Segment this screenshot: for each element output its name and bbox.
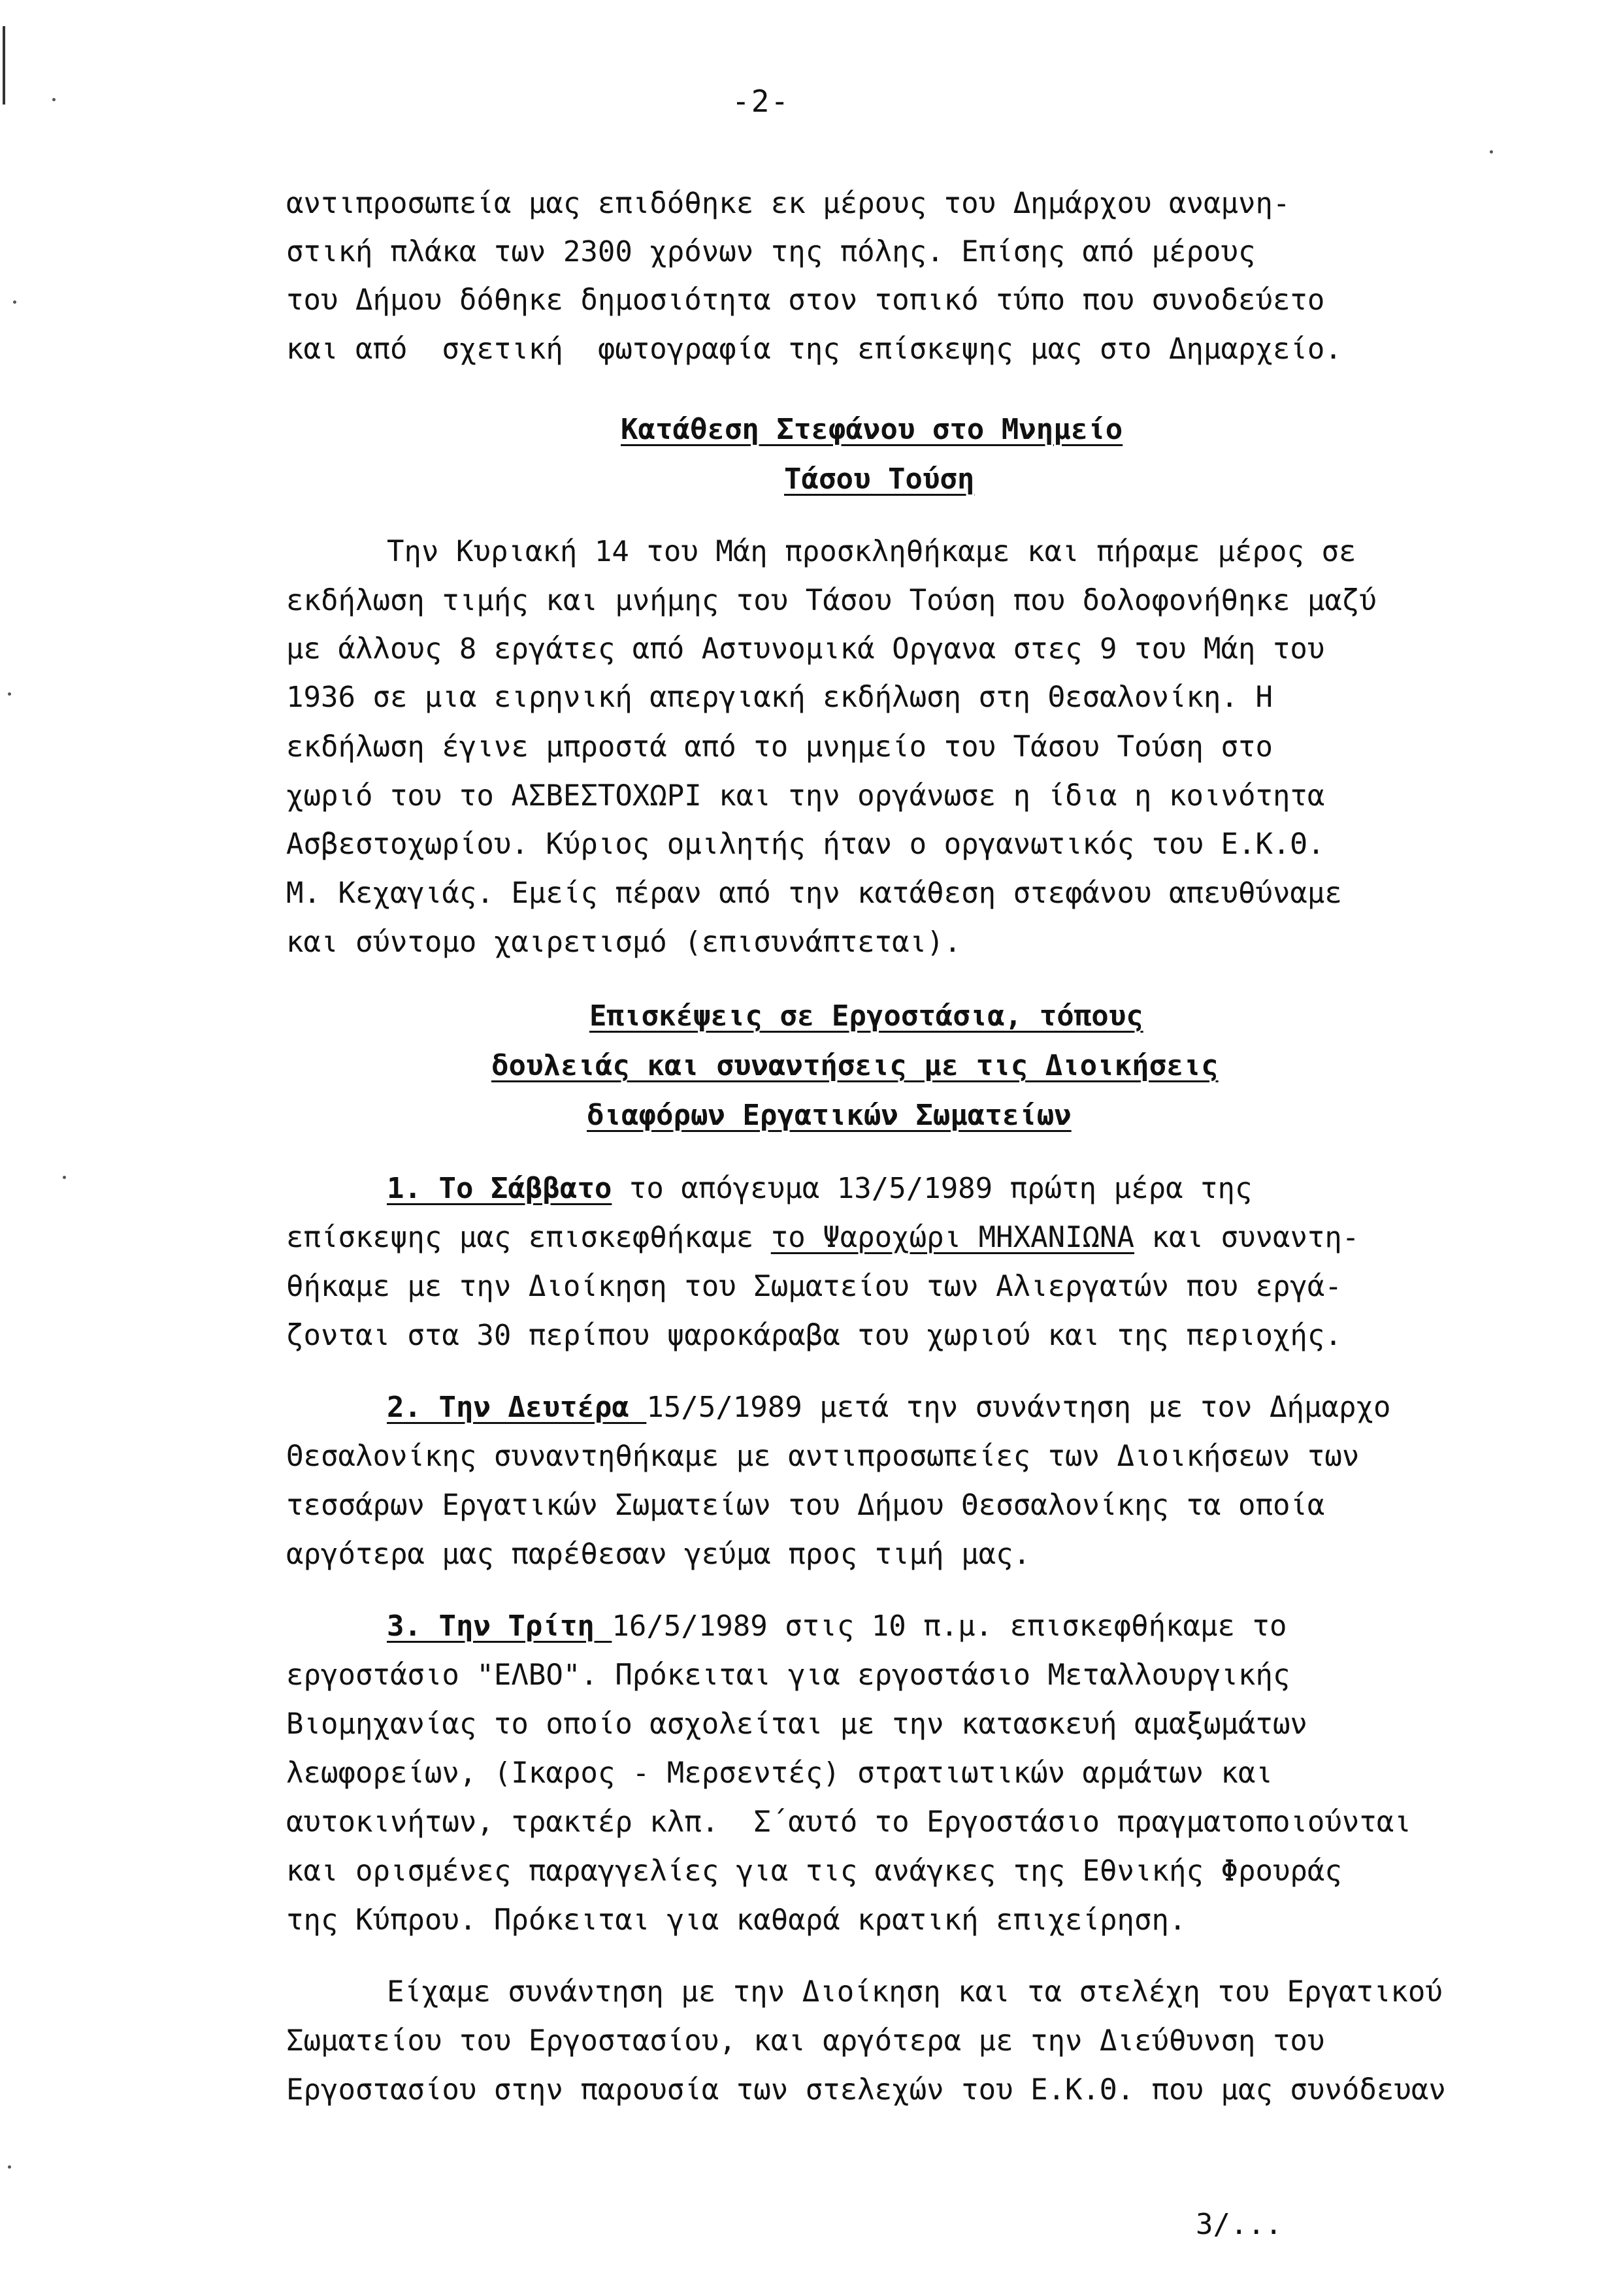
text-line: Ασβεστοχωρίου. Κύριος ομιλητής ήταν ο οργανωτικός του Ε.Κ.Θ. [286,828,1325,861]
text-line: εκδήλωση τιμής και μνήμης του Τάσου Τούση που δολοφονήθηκε μαζύ [286,584,1377,617]
section-heading: διαφόρων Εργατικών Σωματείων [587,1099,1072,1132]
section-heading: δουλειάς και συναντήσεις με τις Διοικήσεις [491,1049,1219,1082]
text-line: στική πλάκα των 2300 χρόνων της πόλης. Επίσης από μέρους [286,235,1256,268]
binder-mark [3,26,5,105]
text-line: θήκαμε με την Διοίκηση του Σωματείου των Αλιεργατών που εργά- [286,1270,1342,1303]
item-text: επίσκεψης μας επισκεφθήκαμε [286,1221,771,1254]
scan-speck [13,300,16,304]
text-line: 1936 σε μια ειρηνική απεργιακή εκδήλωση στη Θεσαλονίκη. Η [286,681,1273,714]
text-line: Εργοστασίου στην παρουσία των στελεχών του Ε.Κ.Θ. που μας συνόδευαν [286,2073,1446,2107]
text-line: της Κύπρου. Πρόκειται για καθαρά κρατική επιχείρηση. [286,1903,1187,1937]
item-label: 1. Το Σάββατο [387,1172,612,1205]
text-line: Σωματείου του Εργοστασίου, και αργότερα με την Διεύθυνση του [286,2024,1325,2058]
text-line: τεσσάρων Εργατικών Σωματείων του Δήμου Θεσσαλονίκης τα οποία [286,1489,1325,1522]
text-line [387,1389,1390,1426]
text-line: Την Κυριακή 14 του Μάη προσκληθήκαμε και πήραμε μέρος σε [387,535,1356,568]
scan-speck [8,2165,11,2169]
text-line: εργοστάσιο "ΕΛΒΟ". Πρόκειται για εργοστάσιο Μεταλλουργικής [286,1658,1290,1692]
underlined-place: το Ψαροχώρι ΜΗΧΑΝΙΩΝΑ [770,1221,1135,1254]
text-line: και ορισμένες παραγγελίες για τις ανάγκες της Εθνικής Φρουράς [286,1854,1342,1888]
text-line: και από σχετική φωτογραφία της επίσκεψης μας στο Δημαρχείο. [286,332,1342,366]
item-label: 3. Την Τρίτη [387,1609,612,1643]
text-line: του Δήμου δόθηκε δημοσιότητα στον τοπικό τύπο που συνοδεύετο [286,283,1325,317]
text-line: Βιομηχανίας το οποίο ασχολείται με την κατασκευή αμαξωμάτων [286,1707,1307,1741]
text-line: με άλλους 8 εργάτες από Αστυνομικά Οργανα στες 9 του Μάη του [286,632,1325,666]
text-line: εκδήλωση έγινε μπροστά από το μνημείο του Τάσου Τούση στο [286,730,1273,764]
scan-speck [63,1176,66,1179]
text-line: ζονται στα 30 περίπου ψαροκάραβα του χωριού και της περιοχής. [286,1319,1342,1352]
continuation-marker: 3/... [1196,2208,1283,2241]
text-line [387,1608,1287,1645]
text-line: αυτοκινήτων, τρακτέρ κλπ. Σ΄αυτό το Εργοστάσιο πραγματοποιούνται [286,1805,1411,1839]
text-line: Μ. Κεχαγιάς. Εμείς πέραν από την κατάθεση στεφάνου απευθύναμε [286,877,1342,910]
section-heading: Επισκέψεις σε Εργοστάσια, τόπους [589,999,1143,1033]
text-line: χωριό του το ΑΣΒΕΣΤΟΧΩΡΙ και την οργάνωσε η ίδια η κοινότητα [286,779,1325,813]
scan-speck [1490,150,1493,154]
text-line: λεωφορείων, (Ικαρος - Μερσεντές) στρατιωτικών αρμάτων και [286,1756,1273,1790]
item-text: 15/5/1989 μετά την συνάντηση με τον Δήμαρχο [646,1391,1391,1424]
item-text: 16/5/1989 στις 10 π.μ. επισκεφθήκαμε το [612,1609,1287,1643]
text-line: αργότερα μας παρέθεσαν γεύμα προς τιμή μας. [286,1538,1031,1571]
item-text: και συναντη- [1134,1221,1360,1254]
item-text: το απόγευμα 13/5/1989 πρώτη μέρα της [612,1172,1253,1205]
text-line: Είχαμε συνάντηση με την Διοίκηση και τα στελέχη του Εργατικού [387,1975,1443,2009]
text-line: αντιπροσωπεία μας επιδόθηκε εκ μέρους του Δημάρχου αναμνη- [286,187,1290,220]
item-label: 2. Την Δευτέρα [387,1391,647,1424]
text-line: και σύντομο χαιρετισμό (επισυνάπτεται). [286,926,962,959]
text-line: Θεσαλονίκης συναντηθήκαμε με αντιπροσωπείες των Διοικήσεων των [286,1440,1360,1473]
section-heading: Τάσου Τούση [784,462,975,496]
scan-speck [8,692,11,696]
scan-speck [52,98,56,101]
section-heading: Κατάθεση Στεφάνου στο Μνημείο [621,413,1123,446]
page-number: -2- [732,84,791,119]
text-line [387,1171,1253,1207]
text-line [286,1220,1359,1256]
